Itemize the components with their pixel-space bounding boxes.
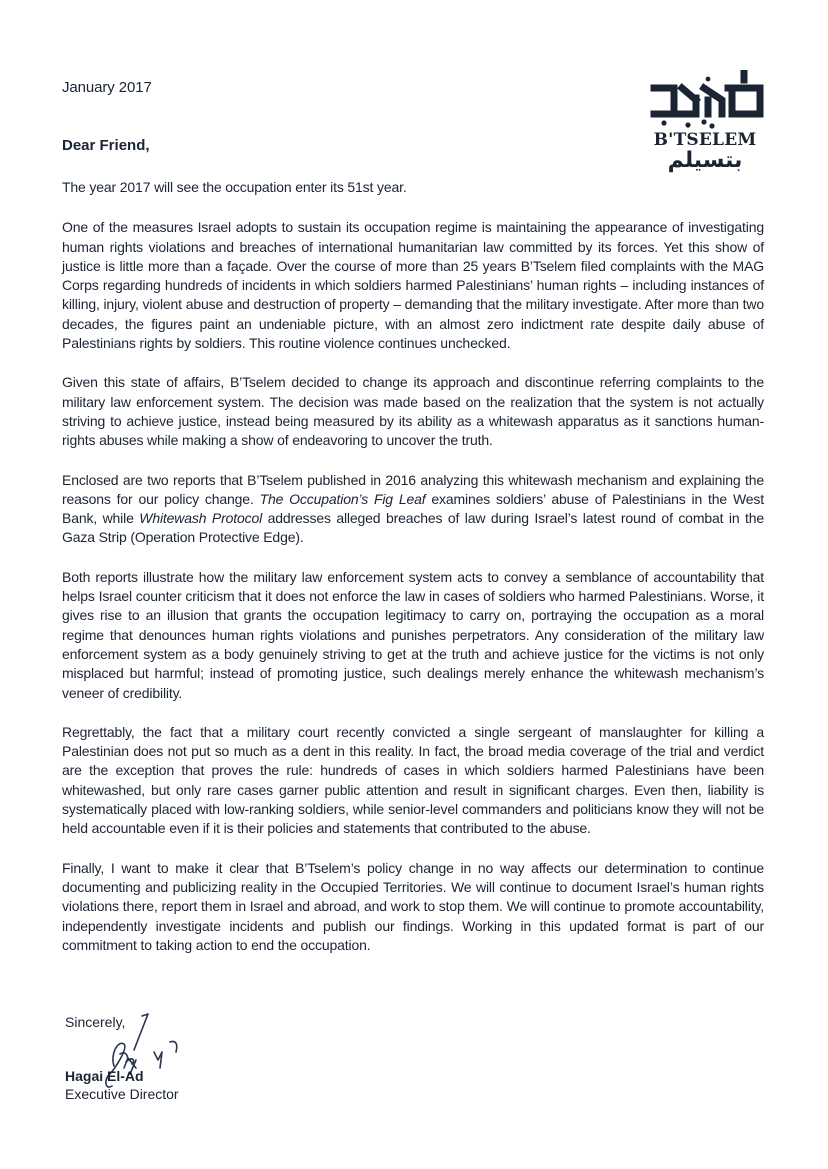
paragraph-text: One of the measures Israel adopts to sustain its occupation regime is maintaining the appearance of investigating human rights violations and breaches of international humanitarian law committed by its forces. Yet this show of justice is little more than a façade. Over the course of more than 25 years B’Tselem filed complaints with the MAG Corps regarding hundreds of incidents in which soldiers harmed Palestinians’ human rights – including instances of killing, injury, violent abuse and destruction of property – demanding that the military investigate. After more than two decades, the figures paint an undeniable picture, with an almost zero indictment rate despite daily abuse of Palestinians rights by soldiers. This routine violence continues unchecked. (62, 219, 764, 352)
letter-body (62, 178, 764, 975)
paragraph-text: Finally, I want to make it clear that B’Tselem’s policy change in no way affects our determination to continue documenting and publicizing reality in the Occupied Territories. We will continue to document Israel’s human rights violations there, report them in Israel and abroad, and work to stop them. We will continue to promote accountability, independently investigate incidents and publish our findings. Working in this updated format is part of our commitment to taking action to end the occupation. (62, 859, 764, 953)
paragraph-text: Regrettably, the fact that a military court recently convicted a single sergeant of manslaughter for killing a Palestinian does not put so much as a dent in this reality. In fact, the broad media coverage of the trial and verdict are the exception that proves the rule: hundreds of cases in which soldiers harmed Palestinians have been whitewashed, but only rare cases garner public attention and result in significant charges. Even then, liability is systematically placed with low-ranking soldiers, while senior-level commanders and politicians know they will not be held accountable even if it is their policies and statements that contributed to the abuse. (62, 723, 764, 837)
paragraph-text: Given this state of affairs, B’Tselem decided to change its approach and discontinue referring complaints to the military law enforcement system. The decision was made based on the realization that the system is not actually striving to achieve justice, instead being measured by its ability as a whitewash apparatus as it sanctions human-rights abuses while making a show of endeavoring to uncover the truth. (62, 374, 764, 449)
signer-name: Hagai El-Ad (65, 1068, 144, 1084)
letter-paragraph (62, 859, 764, 955)
btselem-logo (648, 70, 768, 188)
paragraph-text: The year 2017 will see the occupation enter its 51st year. (62, 179, 407, 195)
btselem-wordmark: B'TSELEM (653, 130, 757, 150)
letter-paragraph (62, 178, 764, 197)
letter-paragraph (62, 568, 764, 703)
letter-greeting: Dear Friend, (62, 137, 150, 154)
letter-closing: Sincerely, (65, 1014, 126, 1030)
letter-paragraph (62, 218, 764, 353)
report-title: The Occupation’s Fig Leaf (259, 490, 426, 507)
letter-paragraph (62, 373, 764, 450)
signer-title: Executive Director (65, 1086, 179, 1102)
hebrew-logo-mark (648, 70, 766, 130)
letter-paragraph (62, 723, 764, 839)
paragraph-text: Both reports illustrate how the military law enforcement system acts to convey a semblance of accountability that helps Israel counter criticism that it does not enforce the law in cases of soldiers who harmed Palestinians. Worse, it gives rise to an illusion that grants the occupation legitimacy to carry on, portraying the occupation as a moral regime that denounces human rights violations and punishes perpetrators. Any consideration of the military law enforcement system as a body genuinely striving to get at the truth and achieve justice for the victims is not only misplaced but harmful; instead of promoting justice, such dealings merely enhance the whitewash mechanism’s veneer of credibility. (62, 568, 764, 701)
letter-paragraph (62, 471, 764, 548)
report-title: Whitewash Protocol (139, 510, 263, 527)
paragraph-text: addresses alleged breaches of law during Israel’s latest round of combat in the Gaza Strip (Operation Protective Edge). (62, 510, 764, 546)
btselem-arabic-wordmark: بتسيلم (667, 148, 743, 173)
paragraph-text: Enclosed are two reports that B’Tselem published in 2016 analyzing this whitewash mechanism and explaining the reasons for our policy change. (62, 471, 764, 507)
letter-date: January 2017 (62, 79, 152, 96)
paragraph-text: examines soldiers’ abuse of Palestinians in the West Bank, while (62, 490, 764, 527)
